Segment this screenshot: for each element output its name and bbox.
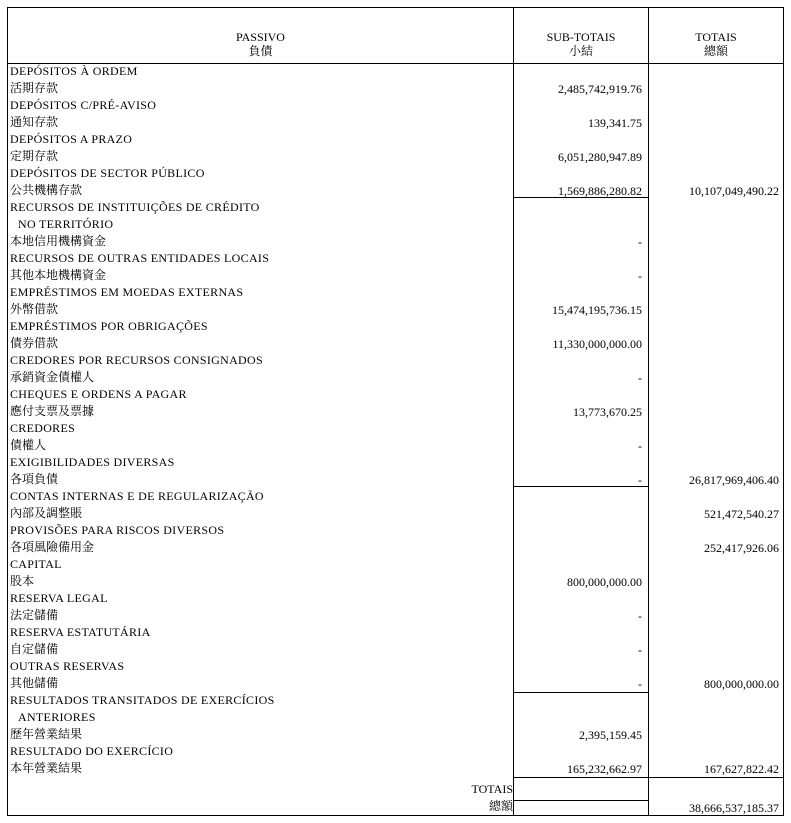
row-label-zh: 其他儲備 bbox=[10, 676, 59, 690]
subtotal-rule bbox=[513, 692, 649, 693]
footer-totais-label-zh: 總額 bbox=[488, 799, 513, 813]
row-label-zh: 股本 bbox=[10, 574, 35, 588]
row-label-zh: 公共機構存款 bbox=[10, 183, 83, 197]
row-total: 26,817,969,406.40 bbox=[689, 473, 779, 487]
row-subtotal: 165,232,662.97 bbox=[567, 762, 642, 776]
row-label-zh: 本年營業結果 bbox=[10, 761, 83, 775]
row-subtotal: - bbox=[638, 473, 642, 487]
row-label-zh: 法定儲備 bbox=[10, 608, 59, 622]
row-label-zh: 各項負債 bbox=[10, 472, 59, 486]
row-total: 521,472,540.27 bbox=[704, 507, 779, 521]
row-label-zh: 內部及調整賬 bbox=[10, 506, 83, 520]
row-label: RESERVA LEGAL bbox=[10, 591, 108, 605]
passivo-header-zh: 負債 bbox=[248, 44, 273, 58]
row-subtotal: 13,773,670.25 bbox=[573, 405, 642, 419]
footer-rule bbox=[648, 777, 784, 778]
row-label-zh: 承銷資金債權人 bbox=[10, 370, 95, 384]
row-subtotal: - bbox=[638, 269, 642, 283]
row-label-zh: 各項風險備用金 bbox=[10, 540, 95, 554]
row-label-zh: 外幣借款 bbox=[10, 302, 59, 316]
row-label-cont: ANTERIORES bbox=[18, 710, 96, 724]
row-label: EXIGIBILIDADES DIVERSAS bbox=[10, 455, 175, 469]
row-label-zh: 自定儲備 bbox=[10, 642, 59, 656]
footer-totais-label: TOTAIS bbox=[471, 782, 513, 796]
row-label: DEPÓSITOS C/PRÉ-AVISO bbox=[10, 98, 157, 112]
row-label-zh: 其他本地機構資金 bbox=[10, 268, 107, 282]
row-label: CHEQUES E ORDENS A PAGAR bbox=[10, 387, 187, 401]
row-subtotal: - bbox=[638, 439, 642, 453]
row-label: RECURSOS DE INSTITUIÇÕES DE CRÉDITO bbox=[10, 200, 260, 214]
top-border bbox=[7, 7, 784, 8]
row-label: CREDORES POR RECURSOS CONSIGNADOS bbox=[10, 353, 263, 367]
right-border bbox=[783, 7, 784, 816]
row-subtotal: 2,395,159.45 bbox=[579, 728, 642, 742]
row-label: CONTAS INTERNAS E DE REGULARIZAÇÃO bbox=[10, 489, 264, 503]
row-subtotal: 1,569,886,280.82 bbox=[558, 184, 642, 198]
left-border bbox=[7, 7, 8, 816]
row-label: DEPÓSITOS À ORDEM bbox=[10, 64, 138, 78]
subtotal-rule bbox=[513, 777, 649, 778]
row-label: PROVISÕES PARA RISCOS DIVERSOS bbox=[10, 523, 225, 537]
row-label-cont: NO TERRITÓRIO bbox=[18, 217, 114, 231]
row-label: DEPÓSITOS DE SECTOR PÚBLICO bbox=[10, 166, 205, 180]
row-total: 10,107,049,490.22 bbox=[689, 184, 779, 198]
row-label: CAPITAL bbox=[10, 557, 62, 571]
row-subtotal: - bbox=[638, 371, 642, 385]
row-label-zh: 債券借款 bbox=[10, 336, 59, 350]
row-label-zh: 定期存款 bbox=[10, 149, 59, 163]
row-label: DEPÓSITOS A PRAZO bbox=[10, 132, 133, 146]
row-subtotal: - bbox=[638, 235, 642, 249]
passivo-header: PASSIVO bbox=[236, 30, 285, 44]
row-subtotal: - bbox=[638, 643, 642, 657]
row-subtotal: - bbox=[638, 677, 642, 691]
row-subtotal: 139,341.75 bbox=[588, 116, 642, 130]
row-label: EMPRÉSTIMOS POR OBRIGAÇÕES bbox=[10, 319, 208, 333]
row-label-zh: 本地信用機構資金 bbox=[10, 234, 107, 248]
grand-total: 38,666,537,185.37 bbox=[689, 801, 779, 815]
row-total: 800,000,000.00 bbox=[704, 677, 779, 691]
subtotais-header: SUB-TOTAIS bbox=[546, 30, 616, 44]
totais-header-zh: 總額 bbox=[703, 44, 728, 58]
row-label: RESULTADO DO EXERCÍCIO bbox=[10, 744, 174, 758]
footer-rule bbox=[513, 800, 649, 801]
row-subtotal: 2,485,742,919.76 bbox=[558, 82, 642, 96]
col-divider-tot bbox=[648, 7, 649, 816]
row-label-zh: 歷年營業結果 bbox=[10, 727, 83, 741]
row-label: OUTRAS RESERVAS bbox=[10, 659, 125, 673]
row-subtotal: 15,474,195,736.15 bbox=[552, 303, 642, 317]
row-total: 167,627,822.42 bbox=[704, 762, 779, 776]
row-label: RESERVA ESTATUTÁRIA bbox=[10, 625, 151, 639]
row-total: 252,417,926.06 bbox=[704, 541, 779, 555]
row-label: CREDORES bbox=[10, 421, 76, 435]
col-divider-sub bbox=[513, 7, 514, 816]
subtotais-header-zh: 小結 bbox=[568, 44, 593, 58]
row-subtotal: - bbox=[638, 609, 642, 623]
subtotal-rule bbox=[513, 486, 649, 487]
row-label-zh: 通知存款 bbox=[10, 115, 59, 129]
row-label-zh: 應付支票及票據 bbox=[10, 404, 95, 418]
row-label: RESULTADOS TRANSITADOS DE EXERCÍCIOS bbox=[10, 693, 275, 707]
row-label: EMPRÉSTIMOS EM MOEDAS EXTERNAS bbox=[10, 285, 244, 299]
totais-header: TOTAIS bbox=[695, 30, 737, 44]
row-label: RECURSOS DE OUTRAS ENTIDADES LOCAIS bbox=[10, 251, 270, 265]
row-label-zh: 債權人 bbox=[10, 438, 47, 452]
row-label-zh: 活期存款 bbox=[10, 81, 59, 95]
row-subtotal: 800,000,000.00 bbox=[567, 575, 642, 589]
bottom-border bbox=[7, 815, 784, 816]
row-subtotal: 11,330,000,000.00 bbox=[552, 337, 642, 351]
row-subtotal: 6,051,280,947.89 bbox=[558, 150, 642, 164]
